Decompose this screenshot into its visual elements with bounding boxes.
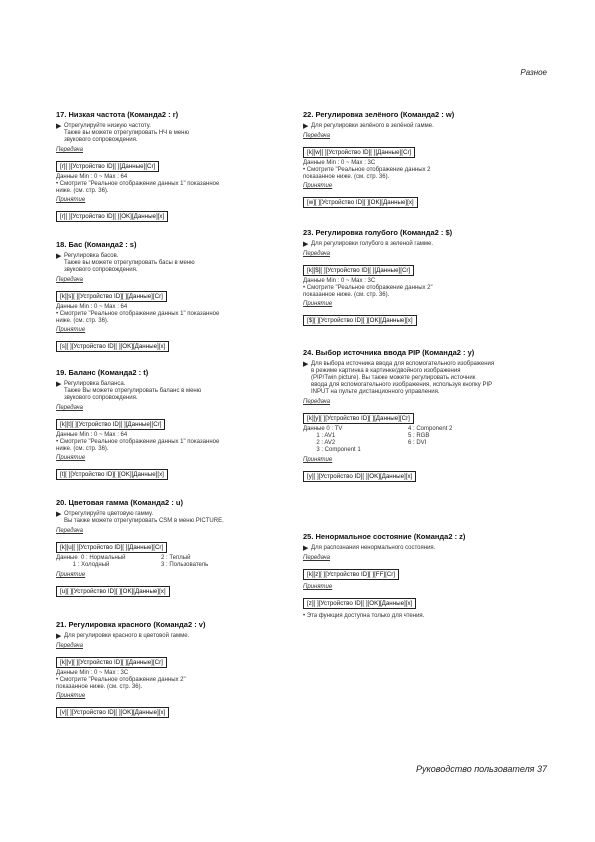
transmission-code: [k][v][ ][Устройство ID][ ][Данные][Cr]	[56, 657, 167, 668]
acknowledgement-code: [w][ ][Устройство ID][ ][OK][Данные][x]	[303, 197, 418, 208]
page-footer: Руководство пользователя 37	[415, 764, 547, 774]
data-value-item: 2 : AV2	[303, 440, 336, 446]
command-section	[56, 498, 296, 599]
page-header-title: Разное	[520, 68, 547, 77]
section-title: 23. Регулировка голубого (Команда2 : $)	[303, 228, 453, 237]
transmission-label: Передача	[303, 251, 330, 257]
section-description	[56, 381, 296, 402]
data-range-notes: Данные Min : 0 ~ Max : 3C • Смотрите "Реальное отображение данных 2 показанное ниже. (см. стр. 36).	[303, 160, 431, 180]
bullet-arrow-icon: ▶	[56, 123, 62, 130]
acknowledgement-label: Принятие	[56, 693, 86, 699]
section-description	[56, 633, 296, 640]
acknowledgement-code: [$][ ][Устройство ID][ ][OK][Данные][x]	[303, 315, 417, 326]
command-section	[56, 620, 296, 720]
acknowledgement-code: [t][ ][Устройство ID][ ][OK][Данные][x]	[56, 469, 168, 480]
transmission-label: Передача	[56, 147, 83, 153]
data-value-item: Данные 0 : TV	[303, 426, 343, 432]
acknowledgement-code: [v][ ][Устройство ID][ ][OK][Данные][x]	[56, 707, 169, 718]
acknowledgement-label: Принятие	[56, 197, 86, 203]
command-section	[303, 348, 543, 484]
data-range-notes: Данные Min : 0 ~ Max : 64 • Смотрите "Реальное отображение данных 1" показанное ниже. (см. стр. 36).	[56, 304, 220, 324]
description-text: Для выбора источника ввода для вспомогательного изображения в режиме картинка в картинке/двойного изображения (PIP/Twin picture). Вы также можете регулировать источник ввода для вспомогательного изображения, используя кнопку PIP INPUT на пульте дистанционного управления.	[311, 361, 495, 395]
transmission-label: Передача	[56, 528, 83, 534]
data-value-item: 1 : AV1	[303, 433, 336, 439]
section-title: 24. Выбор источника ввода PIP (Команда2 : y)	[303, 348, 475, 357]
section-title: 20. Цветовая гамма (Команда2 : u)	[56, 498, 183, 507]
transmission-code: [r][ ][Устройство ID][ ][Данные][Cr]	[56, 161, 159, 172]
data-values-grid	[56, 555, 296, 569]
acknowledgement-code: [z][ ][Устройство ID][ ][OK][Данные][x]	[303, 598, 416, 609]
bullet-arrow-icon: ▶	[303, 123, 309, 130]
transmission-label: Передача	[56, 643, 83, 649]
section-description	[56, 123, 296, 144]
transmission-code: [k][s][ ][Устройство ID][ ][Данные][Cr]	[56, 291, 167, 302]
bullet-arrow-icon: ▶	[56, 381, 62, 388]
data-value-item	[408, 447, 528, 454]
section-title: 18. Бас (Команда2 : s)	[56, 240, 137, 249]
bullet-arrow-icon: ▶	[303, 545, 309, 552]
transmission-label: Передача	[303, 399, 330, 405]
acknowledgement-label: Принятие	[56, 572, 86, 578]
transmission-code: [k][y][ ][Устройство ID][ ][Данные][Cr]	[303, 413, 414, 424]
data-range-notes: Данные Min : 0 ~ Max : 64 • Смотрите "Реальное отображение данных 1" показанное ниже. (см. стр. 36).	[56, 432, 220, 452]
description-text: Для распознания ненормального состояния.	[311, 545, 436, 551]
description-text: Для регулировки красного в цветовой гамме.	[64, 633, 190, 639]
data-range-notes: Данные Min : 0 ~ Max : 64 • Смотрите "Реальное отображение данных 1" показанное ниже. (см. стр. 36).	[56, 174, 220, 194]
transmission-code: [k][z][ ][Устройство ID][ ][FF][Cr]	[303, 569, 399, 580]
section-title: 19. Баланс (Команда2 : t)	[56, 368, 149, 377]
section-description	[56, 253, 296, 274]
data-value-item: 6 : DVI	[408, 440, 427, 446]
acknowledgement-code: [s][ ][Устройство ID][ ][OK][Данные][x]	[56, 341, 169, 352]
command-section	[303, 228, 543, 328]
acknowledgement-label: Принятие	[56, 455, 86, 461]
description-text: Регулировка баланса. Также Вы можете отрегулировать баланс в меню звукового сопровождения.	[64, 381, 202, 401]
command-section	[56, 240, 296, 354]
section-description	[303, 123, 543, 130]
description-text: Для регулировки голубого в зеленой гамме.	[311, 241, 434, 247]
transmission-label: Передача	[303, 133, 330, 139]
transmission-label: Передача	[56, 277, 83, 283]
section-title: 17. Низкая частота (Команда2 : r)	[56, 110, 179, 119]
bullet-arrow-icon: ▶	[56, 511, 62, 518]
data-value-item: 2 : Теплый	[161, 555, 191, 561]
section-title: 25. Ненормальное состояние (Команда2 : z)	[303, 532, 466, 541]
transmission-code: [k][t][ ][Устройство ID][ ][Данные][Cr]	[56, 419, 165, 430]
section-description	[56, 511, 296, 525]
description-text: Регулировка басов. Также вы можете отрегулировать басы в меню звукового сопровождения.	[64, 253, 195, 273]
description-text: Отрегулируйте цветовую гамму. Вы также можете отрегулировать CSM в меню PICTURE.	[64, 511, 224, 524]
acknowledgement-label: Принятие	[303, 183, 333, 189]
acknowledgement-label: Принятие	[56, 327, 86, 333]
section-description	[303, 241, 543, 248]
data-value-item: 5 : RGB	[408, 433, 430, 439]
section-title: 22. Регулировка зелёного (Команда2 : w)	[303, 110, 455, 119]
data-range-notes: Данные Min : 0 ~ Max : 3C • Смотрите "Реальное отображение данных 2" показанное ниже. (см. стр. 36).	[303, 278, 433, 298]
transmission-code: [k][$][ ][Устройство ID][ ][Данные][Cr]	[303, 265, 414, 276]
description-text: Отрегулируйте низкую частоту. Также вы можете отрегулировать НЧ в меню звукового сопровождения.	[64, 123, 189, 143]
description-text: Для регулировки зелёного в зелёной гамме.	[311, 123, 434, 129]
transmission-label: Передача	[56, 405, 83, 411]
transmission-label: Передача	[303, 555, 330, 561]
data-value-item: 1 : Холодный	[56, 562, 110, 568]
data-value-item: 3 : Пользователь	[161, 562, 209, 568]
bullet-arrow-icon: ▶	[56, 633, 62, 640]
acknowledgement-code: [r][ ][Устройство ID][ ][OK][Данные][x]	[56, 211, 168, 222]
bullet-arrow-icon: ▶	[303, 241, 309, 248]
data-value-item: 3 : Component 1	[303, 447, 361, 453]
section-description	[303, 545, 543, 552]
command-section	[303, 532, 543, 622]
transmission-code: [k][w][ ][Устройство ID][ ][Данные][Cr]	[303, 147, 415, 158]
section-title: 21. Регулировка красного (Команда2 : v)	[56, 620, 206, 629]
data-range-notes: Данные Min : 0 ~ Max : 3C • Смотрите "Реальное отображение данных 2" показанное ниже. (см. стр. 36).	[56, 670, 186, 690]
data-values-grid	[303, 426, 543, 454]
command-section	[56, 110, 296, 224]
data-value-item: Данные 0 : Нормальный	[56, 555, 126, 561]
acknowledgement-label: Принятие	[303, 584, 333, 590]
bullet-arrow-icon: ▶	[56, 253, 62, 260]
command-section	[303, 110, 543, 210]
data-value-item: 4 : Component 2	[408, 426, 453, 432]
transmission-code: [k][u][ ][Устройство ID][ ][Данные][Cr]	[56, 542, 167, 553]
acknowledgement-code: [y][ ][Устройство ID][ ][OK][Данные][x]	[303, 471, 416, 482]
bullet-arrow-icon: ▶	[303, 361, 309, 368]
footnote-text: • Эта функция доступна только для чтения.	[303, 613, 425, 619]
command-section	[56, 368, 296, 482]
acknowledgement-code: [u][ ][Устройство ID][ ][OK][Данные][x]	[56, 586, 170, 597]
section-description	[303, 361, 543, 396]
acknowledgement-label: Принятие	[303, 457, 333, 463]
acknowledgement-label: Принятие	[303, 301, 333, 307]
